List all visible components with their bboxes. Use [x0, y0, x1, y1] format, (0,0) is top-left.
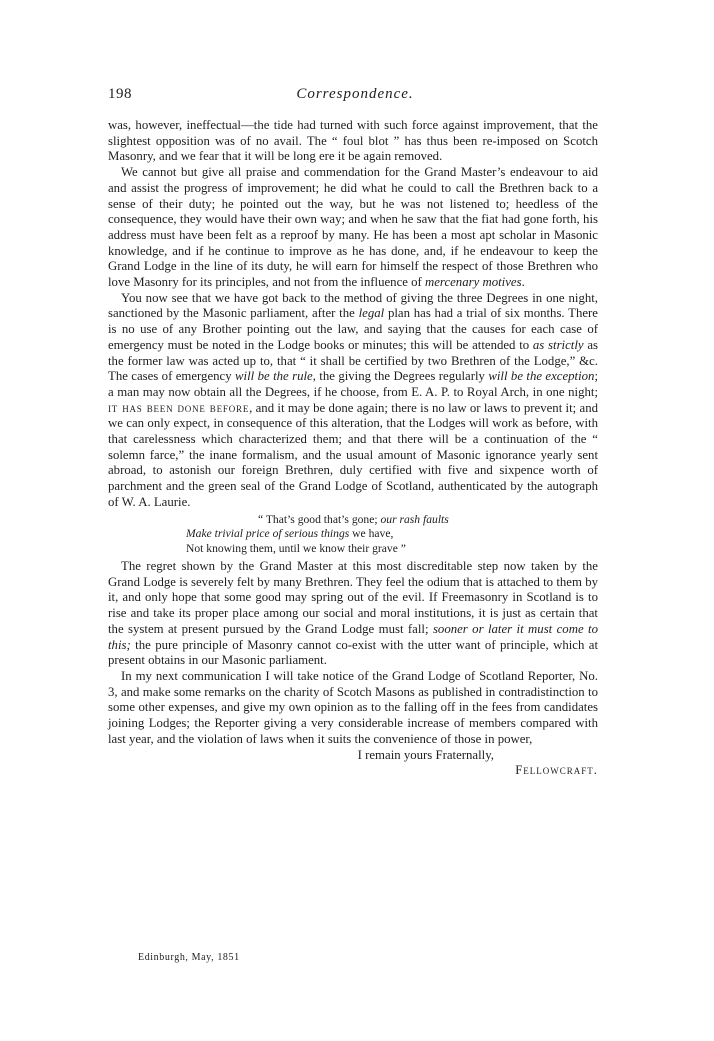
- verse-line-1-text: “ That’s good that’s gone;: [258, 512, 378, 526]
- paragraph-4-text-a: The regret shown by the Grand Master at this most discreditable step now taken by the Grand Lodge is severely felt by many Brethren. They feel the odium that is attached to them by it, and only hope that some good may spring out of the evil. If Freemasonry in Scotland is to rise and take its proper place among our social and moral institutions, it is just as certain that the system at present pursued by the Grand Lodge must fall;: [108, 559, 598, 636]
- verse-line-3: [108, 542, 598, 557]
- paragraph-3-emphasis-exception: will be the exception: [488, 369, 595, 384]
- paragraph-3-text-c: plan has had a trial of six months. There is no use of any Brother pointing out the law, and saying that the causes for each case of emergency must be noted in the Lodge books or minutes; this will be attended to: [108, 306, 598, 352]
- verse-line-2-emphasis: Make trivial price of serious things: [186, 527, 350, 541]
- paragraph-3-emphasis-strictly: as strictly: [532, 337, 584, 352]
- paragraph-4: [108, 559, 598, 669]
- signature: Fellowcraft.: [515, 763, 598, 778]
- article-body: [108, 118, 598, 777]
- paragraph-2-text: We cannot but give all praise and commendation for the Grand Master’s endeavour to aid and assist the progress of improvement; he did what he could to call the Brethren back to a sense of their duty; he pointed out the way, but he was not listened to; heedless of the consequence, they would have their own way; and when he saw that the fiat had gone forth, his address must have been felt as a reproof by many. He has been a most apt scholar in Masonic knowledge, and if he continue to improve as he has done, and, if he endeavour to keep the Grand Lodge in the line of its duty, he will earn for himself the respect of those Brethren who love Masonry for its principles, and not from the influence of: [108, 165, 598, 290]
- paragraph-1: [108, 118, 598, 165]
- paragraph-4-emphasis: sooner or later it must come to this;: [108, 621, 598, 652]
- dateline: Edinburgh, May, 1851: [138, 952, 240, 963]
- verse-line-1-emphasis: our rash faults: [380, 512, 449, 526]
- signoff: [108, 748, 598, 764]
- page-header: [108, 86, 602, 108]
- verse-line-1: [108, 513, 598, 528]
- paragraph-3-text-a: You now see that we have got back to the method of giving the three Degrees in one night, sanctioned by the Masonic parliament, after the: [108, 290, 598, 321]
- page-number: 198: [108, 86, 132, 102]
- paragraph-5: [108, 669, 598, 748]
- verse-line-2: [108, 527, 598, 542]
- paragraph-3-emphasis-legal: legal: [358, 306, 385, 321]
- paragraph-2: [108, 165, 598, 291]
- paragraph-3: [108, 291, 598, 511]
- paragraph-3-emphasis-rule: will be the rule: [235, 369, 313, 384]
- running-head: Correspondence.: [296, 86, 414, 102]
- paragraph-1-text: was, however, ineffectual—the tide had turned with such force against improvement, that the slightest opposition was of no avail. The “ foul blot ” has thus been re-imposed on Scotch Masonry, and we fear that it will be long ere it be again removed.: [108, 118, 598, 164]
- paragraph-3-text-i: ; a man may now obtain all the Degrees, if he choose, from E. A. P. to Royal Arch, in one night;: [108, 369, 599, 399]
- paragraph-2-end: .: [521, 275, 525, 290]
- paragraph-3-text-e: as the former law was acted up to, that “ it shall be certified by two Brethren of the Lodge,” &c. The cases of emergency: [108, 337, 598, 384]
- verse-quotation: [108, 513, 598, 557]
- paragraph-5-text: In my next communication I will take notice of the Grand Lodge of Scotland Reporter, No. 3, and make some remarks on the charity of Scotch Masons as published in contradistinction to some other expenses, and give my own opinion as to the falling off in the fees from candidates joining Lodges; the Reporter giving a very considerable increase of members compared with last year, and the violation of laws when it suits the convenience of those in power,: [108, 669, 598, 746]
- paragraph-3-text-k: , and it may be done again; there is no law or laws to prevent it; and we can only expect, in consequence of this alteration, that the Lodges will work as before, with that carelessness which characterized them; and that there will be a continuation of the “ solemn farce,” the inane formalism, and the usual amount of Masonic ignorance yearly sent abroad, to astonish our foreign Brethren, duly certified with five and sixpence worth of parchment and the green seal of the Grand Lodge of Scotland, authenticated by the autograph of W. A. Laurie.: [108, 400, 598, 509]
- paragraph-3-text-g: , the giving the Degrees regularly: [312, 369, 485, 384]
- paragraph-3-smallcaps: it has been done before: [108, 400, 250, 415]
- verse-line-2-text: we have,: [352, 527, 394, 541]
- paragraph-2-emphasis: mercenary motives: [425, 275, 522, 290]
- verse-line-3-text: Not knowing them, until we know their grave ”: [186, 541, 406, 555]
- signoff-text: I remain yours Fraternally,: [357, 747, 494, 762]
- paragraph-4-text-c: the pure principle of Masonry cannot co-exist with the utter want of principle, which at present obtains in our Masonic parliament.: [108, 637, 598, 668]
